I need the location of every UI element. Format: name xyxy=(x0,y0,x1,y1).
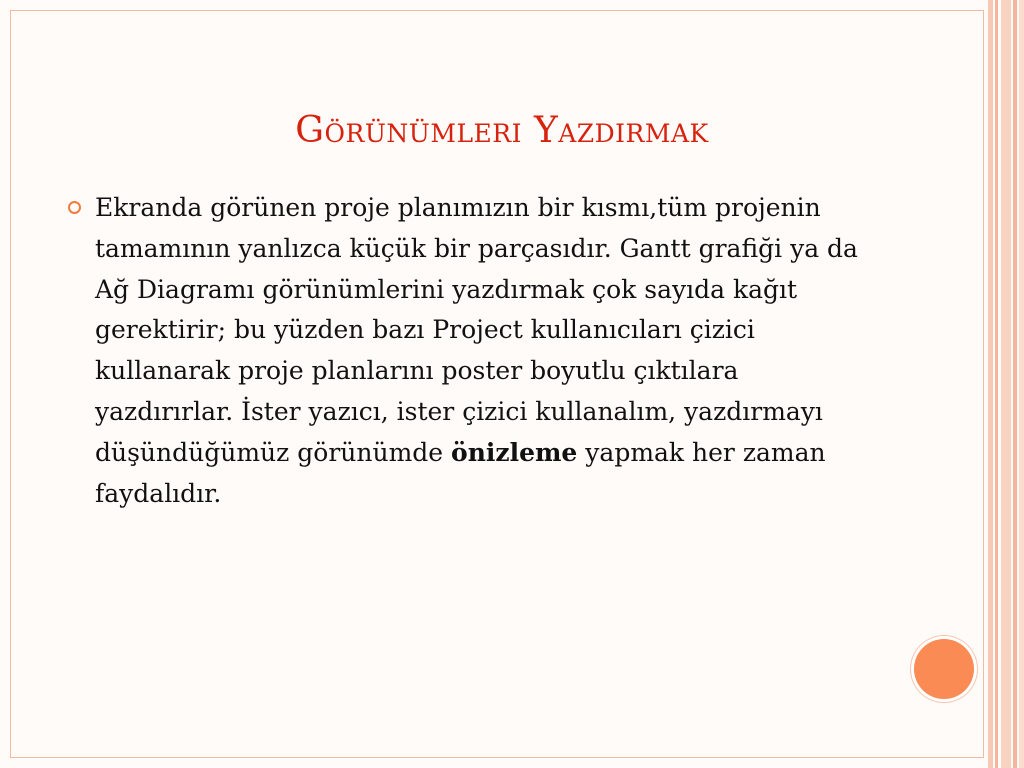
bullet-text xyxy=(95,188,875,514)
decorative-circle xyxy=(914,639,974,699)
decorative-stripe xyxy=(1019,0,1024,768)
decorative-stripe xyxy=(995,0,998,768)
bullet-text-bold: önizleme xyxy=(451,437,578,467)
bullet-item xyxy=(62,188,882,514)
bullet-text-before: Ekranda görünen proje planımızın bir kısmı,tüm projenin tamamının yanlızca küçük bir parçasıdır. Gantt grafiği ya da Ağ Diagramı görünümlerini yazdırmak çok sayıda kağıt gerektirir; bu yüzden bazı Project kullanıcıları çizici kullanarak proje planlarını poster boyutlu çıktılara yazdırırlar. İster yazıcı, ister çizici kullanalım, yazdırmayı düşündüğümüz görünümde xyxy=(95,193,858,467)
bullet-text-after: yapmak her zaman faydalıdır. xyxy=(95,437,826,508)
decorative-stripe xyxy=(988,0,993,768)
slide-title: Görünümleri Yazdırmak xyxy=(295,110,709,151)
ring-bullet-icon xyxy=(68,201,81,214)
slide-content xyxy=(62,188,882,514)
decorative-stripe xyxy=(1013,0,1017,768)
decorative-stripe xyxy=(1001,0,1011,768)
